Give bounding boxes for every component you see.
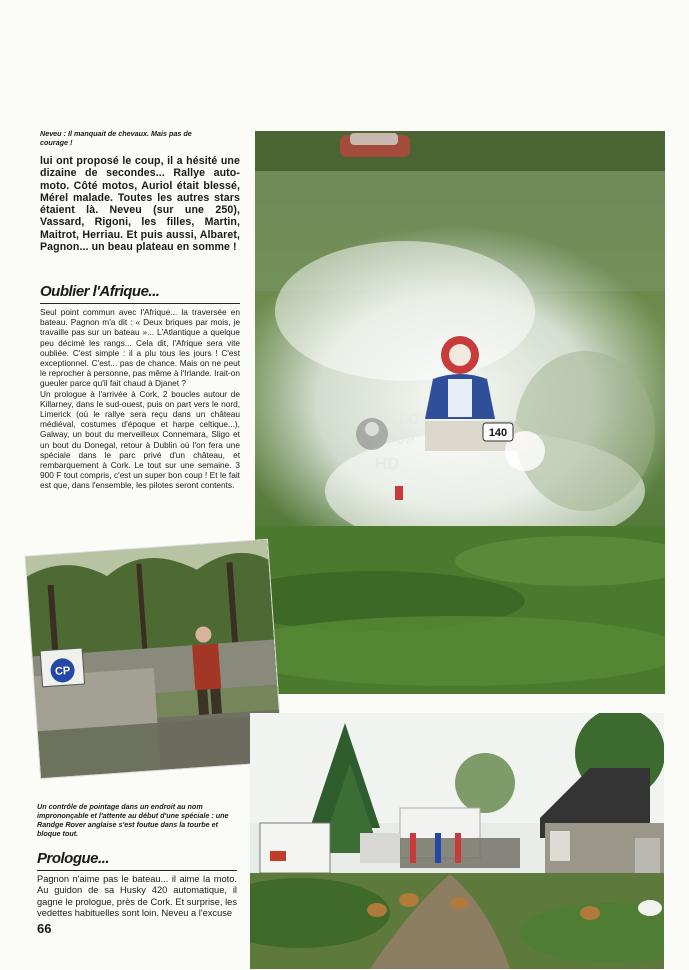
photo-rally-waiting [250,713,664,969]
page-number: 66 [37,921,52,936]
lead-paragraph: lui ont proposé le coup, il a hésité une dizaine de secondes... Rallye auto-moto. Côté motos, Auriol était blessé, Mérel malade. Toutes les autres stars étaient là. Neveu (sur une 250), Vassard, Rigoni, les filles, Martin, Maitrot, Herriau. Et puis aussi, Albaret, Pagnon... un beau plateau en somme ! [40,155,240,254]
main-photo-water-splash [255,131,665,694]
photo-checkpoint [26,540,283,778]
watermark-text: LO [399,411,420,428]
section-heading-oublier: Oublier l'Afrique... [40,283,240,304]
article-paragraph: Pagnon n'aime pas le bateau... il aime la moto. Au guidon de sa Husky 420 automatique, il gagne le prologue, près de Cork. Et surprise, les vedettes habituelles sont loin. Neveu a l'excuse [37,874,237,919]
article-body [40,307,240,491]
article-paragraph: Un prologue à l'arrivée à Cork, 2 boucles autour de Killarney, dans le sud-ouest, puis on part vers le nord, Limerick (où le rallye sera reçu dans un château médiéval, costumes d'époque et harpe celtique...), Galway, un bout du merveilleux Connemara, Sligo et un bout du Donegal, retour à Dublin où l'on fera une spéciale dans le parc privé d'un château, et rembarquement à Cork. Le tout sur une semaine. 3 900 F tout compris, c'est un super bon coup ! Et le fait est que, dans l'ensemble, les pilotes seront contents. [40,388,240,491]
bike-number: 140 [488,427,508,439]
photo-caption-checkpoint: Un contrôle de pointage dans un endroit au nom imprononçable et l'attente au début d'une spéciale : une Randge Rover anglaise s'est foutue dans la tourbe et bloque tout. [37,802,229,838]
watermark-text: JP [397,431,416,448]
article-paragraph: Seul point commun avec l'Afrique... la traversée en bateau. Pagnon m'a dit : « Deux briques par mois, je travaille pas sur un bateau »... L'Atlantique a quelque peu décimé les rangs... Cela dit, l'Afrique sera vite oubliée. C'est simple : il a plu tous les jours ! C'est exceptionnel. C'est... pas de chance. Mais on ne peut le reprocher à personne, pas même à l'Irlande. Irait-on gueuler parce qu'il fait chaud à Djanet ? [40,307,240,389]
photo-caption-neveu: Neveu : Il manquait de chevaux. Mais pas de courage ! [40,129,192,147]
checkpoint-sign: CP [54,664,71,678]
watermark-text: HD [375,454,400,473]
section-heading-prologue: Prologue... [37,850,237,871]
